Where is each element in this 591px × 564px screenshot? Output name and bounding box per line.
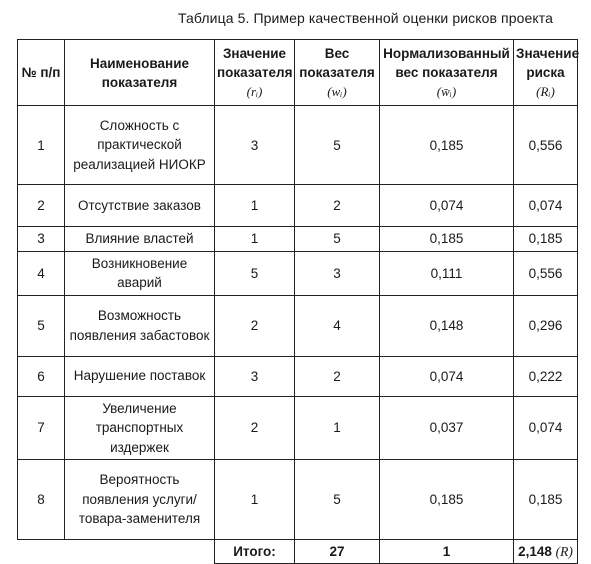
total-risk	[514, 540, 578, 564]
total-risk-value: 2,148	[518, 544, 552, 559]
header-norm-symbol: (w̄ᵢ)	[436, 84, 457, 99]
cell-norm: 0,148	[380, 295, 514, 356]
cell-num: 2	[18, 185, 65, 227]
cell-risk: 0,556	[514, 251, 578, 295]
header-value	[215, 40, 295, 106]
cell-num: 7	[18, 396, 65, 460]
cell-name: Увеличение транспортных издержек	[65, 396, 215, 460]
cell-num: 5	[18, 295, 65, 356]
header-name-label: Наименование показателя	[89, 55, 190, 90]
cell-norm: 0,185	[380, 460, 514, 540]
table-row	[18, 106, 578, 185]
cell-name: Нарушение поставок	[65, 356, 215, 396]
total-row	[18, 540, 578, 564]
header-risk	[514, 40, 578, 106]
cell-name: Возможность появления забастовок	[65, 295, 215, 356]
cell-num: 4	[18, 251, 65, 295]
cell-norm: 0,074	[380, 185, 514, 227]
cell-value: 5	[215, 251, 295, 295]
cell-value: 1	[215, 227, 295, 252]
cell-num: 3	[18, 227, 65, 252]
header-row	[18, 40, 578, 106]
total-empty-cell	[18, 540, 65, 564]
cell-risk: 0,185	[514, 460, 578, 540]
cell-norm: 0,037	[380, 396, 514, 460]
risk-table	[17, 39, 578, 564]
cell-value: 3	[215, 356, 295, 396]
cell-name: Вероятность появления услуги/товара-заменителя	[65, 460, 215, 540]
header-norm	[380, 40, 514, 106]
cell-value: 3	[215, 106, 295, 185]
cell-name: Сложность с практической реализацией НИОКР	[65, 106, 215, 185]
table-row	[18, 460, 578, 540]
cell-norm: 0,074	[380, 356, 514, 396]
cell-value: 1	[215, 460, 295, 540]
cell-weight: 2	[295, 356, 380, 396]
header-value-symbol: (rᵢ)	[246, 84, 263, 99]
cell-weight: 2	[295, 185, 380, 227]
cell-risk: 0,074	[514, 185, 578, 227]
table-row	[18, 295, 578, 356]
cell-weight: 1	[295, 396, 380, 460]
cell-weight: 5	[295, 106, 380, 185]
cell-value: 2	[215, 295, 295, 356]
cell-num: 6	[18, 356, 65, 396]
cell-weight: 5	[295, 460, 380, 540]
table-row	[18, 185, 578, 227]
table-row	[18, 356, 578, 396]
header-num	[18, 40, 65, 106]
table-row	[18, 396, 578, 460]
header-risk-symbol: (Rᵢ)	[536, 84, 555, 99]
cell-name: Возникновение аварий	[65, 251, 215, 295]
cell-risk: 0,185	[514, 227, 578, 252]
cell-norm: 0,185	[380, 227, 514, 252]
header-weight-label: Вес показателя	[299, 46, 375, 80]
cell-weight: 4	[295, 295, 380, 356]
cell-num: 1	[18, 106, 65, 185]
cell-weight: 3	[295, 251, 380, 295]
cell-name: Отсутствие заказов	[65, 185, 215, 227]
header-num-label: № п/п	[21, 65, 61, 80]
table-row	[18, 251, 578, 295]
header-weight	[295, 40, 380, 106]
cell-num: 8	[18, 460, 65, 540]
table-caption: Таблица 5. Пример качественной оценки рисков проекта	[178, 10, 553, 26]
cell-value: 1	[215, 185, 295, 227]
total-label: Итого:	[215, 540, 295, 564]
cell-norm: 0,111	[380, 251, 514, 295]
cell-risk: 0,074	[514, 396, 578, 460]
total-risk-symbol: (R)	[555, 544, 573, 559]
table-row	[18, 227, 578, 252]
cell-risk: 0,222	[514, 356, 578, 396]
cell-weight: 5	[295, 227, 380, 252]
total-weight: 27	[295, 540, 380, 564]
cell-value: 2	[215, 396, 295, 460]
header-risk-label: Значение риска	[516, 46, 580, 80]
cell-norm: 0,185	[380, 106, 514, 185]
header-norm-label: Нормализованный вес показателя	[383, 46, 510, 80]
total-norm: 1	[380, 540, 514, 564]
cell-risk: 0,296	[514, 295, 578, 356]
cell-name: Влияние властей	[65, 227, 215, 252]
cell-risk: 0,556	[514, 106, 578, 185]
header-value-label: Значение показателя	[217, 46, 293, 80]
total-empty-cell	[65, 540, 215, 564]
header-name	[65, 40, 215, 106]
header-weight-symbol: (wᵢ)	[327, 84, 347, 99]
